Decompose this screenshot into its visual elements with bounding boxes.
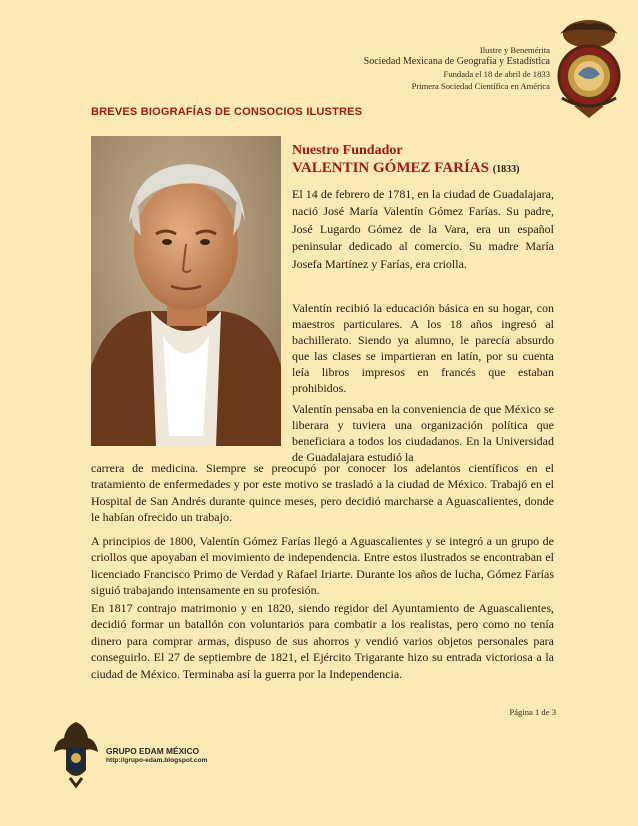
article-title (292, 159, 554, 179)
founder-name: VALENTIN GÓMEZ FARÍAS (292, 160, 489, 176)
founder-label: Nuestro Fundador (292, 143, 403, 158)
eagle-logo-icon (52, 718, 100, 788)
paragraph-1: El 14 de febrero de 1781, en la ciudad de Guadalajara, nació José María Valentín Gómez Farías. Su padre, José Lugardo Gómez de la Vara, era un español peninsular dedicado al comercio. Su madre María Josefa Martínez y Farías, era criolla. (292, 187, 554, 271)
page-number: Página 1 de 3 (509, 707, 556, 717)
footer-brand (106, 746, 207, 764)
paragraph-3-start: Valentín pensaba en la conveniencia de que México se liberara y tuviera una organización política que beneficiara a todos los ciudadanos. En la Universidad de Guadalajara estudió la (292, 402, 554, 464)
footer-url-link[interactable]: http://grupo-edam.blogspot.com (106, 757, 208, 764)
society-seal-icon (554, 14, 624, 122)
portrait-image (91, 136, 281, 446)
paragraph-5: En 1817 contrajo matrimonio y en 1820, siendo regidor del Ayuntamiento de Aguascalientes, decidió formar un batallón con voluntarios para combatir a los realistas, pero como no tenía dinero para comprar armas, dispuso de sus ahorros y vendió varios objetos personales para conseguirlo. El 27 de septiembre de 1821, el Ejército Trigarante hizo su entrada victoriosa a la ciudad de México. Terminaba así la guerra por la Independencia. (91, 601, 554, 681)
footer-org-name: GRUPO EDAM MÉXICO (106, 746, 200, 756)
paragraph-3-continued: carrera de medicina. Siempre se preocupó por conocer los adelantos científicos en el tratamiento de enfermedades y por este motivo se trasladó a la ciudad de México. Trabajó en el Hospital de San Andrés durante quince meses, pero decidió marcharse a Aguascalientes, donde le habían ofrecido un trabajo. (91, 461, 554, 525)
header-line-4: Primera Sociedad Científica en América (411, 81, 550, 91)
founder-year: (1833) (492, 164, 520, 175)
society-header (250, 44, 550, 92)
paragraph-2: Valentín recibió la educación básica en su hogar, con maestros particulares. A los 18 años ingresó al bachillerato. Siendo ya alumno, le parecía absurdo que las clases se impartieran en latín, por su cuenta leía libros impresos en francés que estaban prohibidos. (292, 301, 554, 395)
section-heading: BREVES BIOGRAFÍAS DE CONSOCIOS ILUSTRES (91, 106, 363, 118)
header-line-3: Fundada el 18 de abril de 1833 (443, 69, 550, 79)
article-title-block (292, 142, 554, 179)
header-line-2: Sociedad Mexicana de Geografía y Estadística (363, 56, 550, 67)
header-line-1: Ilustre y Benemérita (479, 45, 550, 55)
paragraph-4: A principios de 1800, Valentín Gómez Farías llegó a Aguascalientes y se integró a un grupo de criollos que apoyaban el movimiento de independencia. Entre estos ilustrados se encontraban el licenciado Francisco Primo de Verdad y Rafael Iriarte. Durante los años de lucha, Gómez Farías siguió trabajando intensamente en su profesión. (91, 534, 554, 598)
